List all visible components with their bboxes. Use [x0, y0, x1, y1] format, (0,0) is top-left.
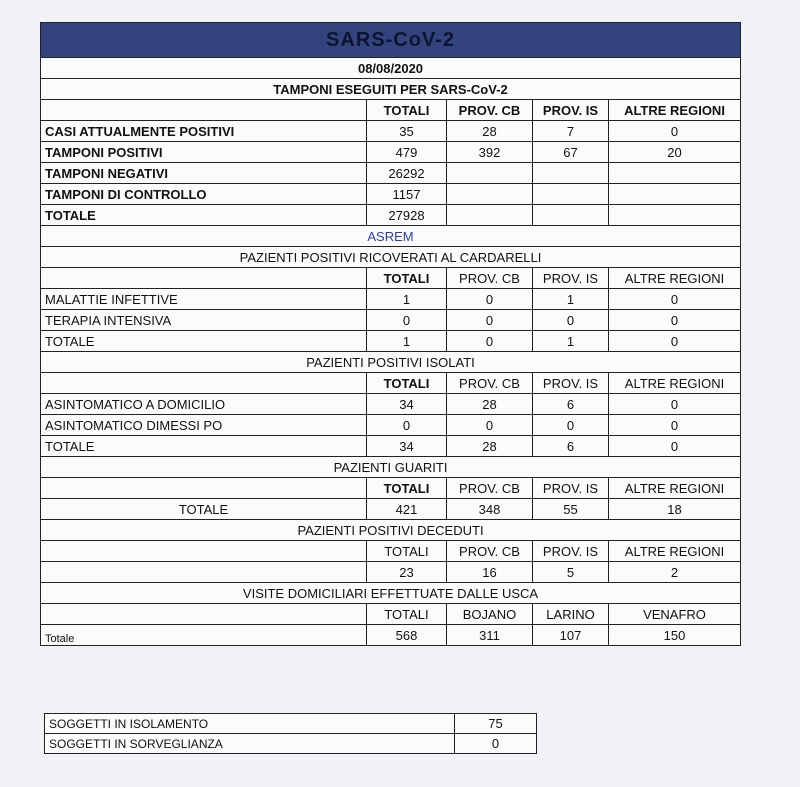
- cell-value: 0: [533, 310, 609, 331]
- table-row: [41, 289, 741, 310]
- cell-value: 6: [533, 436, 609, 457]
- table-row: [41, 121, 741, 142]
- col-header: LARINO: [533, 604, 609, 625]
- guariti-header-row: [41, 478, 741, 499]
- table-row: [41, 205, 741, 226]
- row-label: ASINTOMATICO DIMESSI PO: [41, 415, 367, 436]
- cell-value: 0: [455, 734, 537, 754]
- cell-value: 34: [367, 436, 447, 457]
- cell-value: 392: [447, 142, 533, 163]
- col-header: PROV. CB: [447, 100, 533, 121]
- col-header: VENAFRO: [609, 604, 741, 625]
- isolati-heading: PAZIENTI POSITIVI ISOLATI: [41, 352, 741, 373]
- cell-value: 0: [609, 289, 741, 310]
- cell-value: [609, 163, 741, 184]
- deceduti-heading: PAZIENTI POSITIVI DECEDUTI: [41, 520, 741, 541]
- cell-value: 18: [609, 499, 741, 520]
- cell-value: 0: [367, 415, 447, 436]
- col-header: TOTALI: [367, 478, 447, 499]
- soggetti-table: [44, 713, 537, 754]
- row-label: MALATTIE INFETTIVE: [41, 289, 367, 310]
- deceduti-header-row: [41, 541, 741, 562]
- table-row: [41, 331, 741, 352]
- col-header: PROV. CB: [447, 373, 533, 394]
- cell-value: 348: [447, 499, 533, 520]
- cell-value: 1: [367, 331, 447, 352]
- cell-value: 2: [609, 562, 741, 583]
- cell-value: [447, 163, 533, 184]
- cell-value: 0: [533, 415, 609, 436]
- table-row: [41, 499, 741, 520]
- tamponi-heading: TAMPONI ESEGUITI PER SARS-CoV-2: [41, 79, 741, 100]
- table-row: [41, 163, 741, 184]
- col-header: ALTRE REGIONI: [609, 541, 741, 562]
- cell-value: 28: [447, 394, 533, 415]
- cell-value: 0: [609, 394, 741, 415]
- ricoverati-heading: PAZIENTI POSITIVI RICOVERATI AL CARDARELLI: [41, 247, 741, 268]
- table-row: [41, 142, 741, 163]
- cell-value: 0: [447, 331, 533, 352]
- col-header: ALTRE REGIONI: [609, 478, 741, 499]
- report-title: SARS-CoV-2: [41, 23, 741, 58]
- asrem-link[interactable]: ASREM: [41, 226, 741, 247]
- cell-value: 479: [367, 142, 447, 163]
- row-label: SOGGETTI IN SORVEGLIANZA: [45, 734, 455, 754]
- visite-heading: VISITE DOMICILIARI EFFETTUATE DALLE USCA: [41, 583, 741, 604]
- cell-value: 26292: [367, 163, 447, 184]
- cell-value: 23: [367, 562, 447, 583]
- col-header: TOTALI: [367, 100, 447, 121]
- cell-value: [447, 184, 533, 205]
- cell-value: 5: [533, 562, 609, 583]
- ricoverati-header-row: [41, 268, 741, 289]
- cell-value: 0: [447, 289, 533, 310]
- cell-value: 1157: [367, 184, 447, 205]
- cell-value: 35: [367, 121, 447, 142]
- table-row: [45, 734, 537, 754]
- row-label: TAMPONI DI CONTROLLO: [41, 184, 367, 205]
- col-header: BOJANO: [447, 604, 533, 625]
- cell-value: 107: [533, 625, 609, 646]
- guariti-heading: PAZIENTI GUARITI: [41, 457, 741, 478]
- cell-value: 150: [609, 625, 741, 646]
- cell-value: 55: [533, 499, 609, 520]
- col-header: PROV. CB: [447, 478, 533, 499]
- table-row: [41, 625, 741, 646]
- cell-value: 27928: [367, 205, 447, 226]
- col-header: ALTRE REGIONI: [609, 100, 741, 121]
- col-header: PROV. IS: [533, 541, 609, 562]
- cell-value: 1: [367, 289, 447, 310]
- cell-value: 421: [367, 499, 447, 520]
- cell-value: 34: [367, 394, 447, 415]
- row-label: TERAPIA INTENSIVA: [41, 310, 367, 331]
- table-row: [41, 436, 741, 457]
- cell-value: 20: [609, 142, 741, 163]
- row-label: [41, 562, 367, 583]
- row-label: Totale: [41, 625, 367, 646]
- cell-value: 67: [533, 142, 609, 163]
- cell-value: 0: [609, 121, 741, 142]
- cell-value: 311: [447, 625, 533, 646]
- col-header: PROV. IS: [533, 478, 609, 499]
- cell-value: 0: [367, 310, 447, 331]
- row-label: TAMPONI NEGATIVI: [41, 163, 367, 184]
- isolati-header-row: [41, 373, 741, 394]
- col-header: TOTALI: [367, 373, 447, 394]
- cell-value: 568: [367, 625, 447, 646]
- table-row: [41, 562, 741, 583]
- cell-value: [533, 163, 609, 184]
- visite-header-row: [41, 604, 741, 625]
- cell-value: [609, 205, 741, 226]
- cell-value: 6: [533, 394, 609, 415]
- col-header: TOTALI: [367, 268, 447, 289]
- cell-value: 1: [533, 289, 609, 310]
- cell-value: 0: [447, 310, 533, 331]
- col-header: ALTRE REGIONI: [609, 373, 741, 394]
- row-label: TOTALE: [41, 205, 367, 226]
- cell-value: 75: [455, 714, 537, 734]
- col-header: PROV. IS: [533, 100, 609, 121]
- tamponi-header-row: [41, 100, 741, 121]
- row-label: SOGGETTI IN ISOLAMENTO: [45, 714, 455, 734]
- col-header: TOTALI: [367, 604, 447, 625]
- cell-value: [609, 184, 741, 205]
- report-sheet: [40, 22, 740, 646]
- col-header: PROV. CB: [447, 268, 533, 289]
- cell-value: 7: [533, 121, 609, 142]
- table-row: [45, 714, 537, 734]
- table-row: [41, 415, 741, 436]
- cell-value: 28: [447, 121, 533, 142]
- report-table: [40, 22, 741, 646]
- cell-value: [533, 205, 609, 226]
- table-row: [41, 184, 741, 205]
- cell-value: 0: [609, 436, 741, 457]
- col-header: ALTRE REGIONI: [609, 268, 741, 289]
- col-header: PROV. CB: [447, 541, 533, 562]
- cell-value: [533, 184, 609, 205]
- row-label: TOTALE: [41, 331, 367, 352]
- col-header: TOTALI: [367, 541, 447, 562]
- soggetti-box: [44, 713, 536, 754]
- col-header: PROV. IS: [533, 268, 609, 289]
- cell-value: [447, 205, 533, 226]
- cell-value: 0: [609, 310, 741, 331]
- cell-value: 28: [447, 436, 533, 457]
- cell-value: 16: [447, 562, 533, 583]
- cell-value: 1: [533, 331, 609, 352]
- cell-value: 0: [609, 331, 741, 352]
- col-header: PROV. IS: [533, 373, 609, 394]
- cell-value: 0: [609, 415, 741, 436]
- report-date: 08/08/2020: [41, 58, 741, 79]
- table-row: [41, 394, 741, 415]
- cell-value: 0: [447, 415, 533, 436]
- table-row: [41, 310, 741, 331]
- row-label: CASI ATTUALMENTE POSITIVI: [41, 121, 367, 142]
- row-label: TAMPONI POSITIVI: [41, 142, 367, 163]
- row-label: TOTALE: [41, 499, 367, 520]
- row-label: ASINTOMATICO A DOMICILIO: [41, 394, 367, 415]
- row-label: TOTALE: [41, 436, 367, 457]
